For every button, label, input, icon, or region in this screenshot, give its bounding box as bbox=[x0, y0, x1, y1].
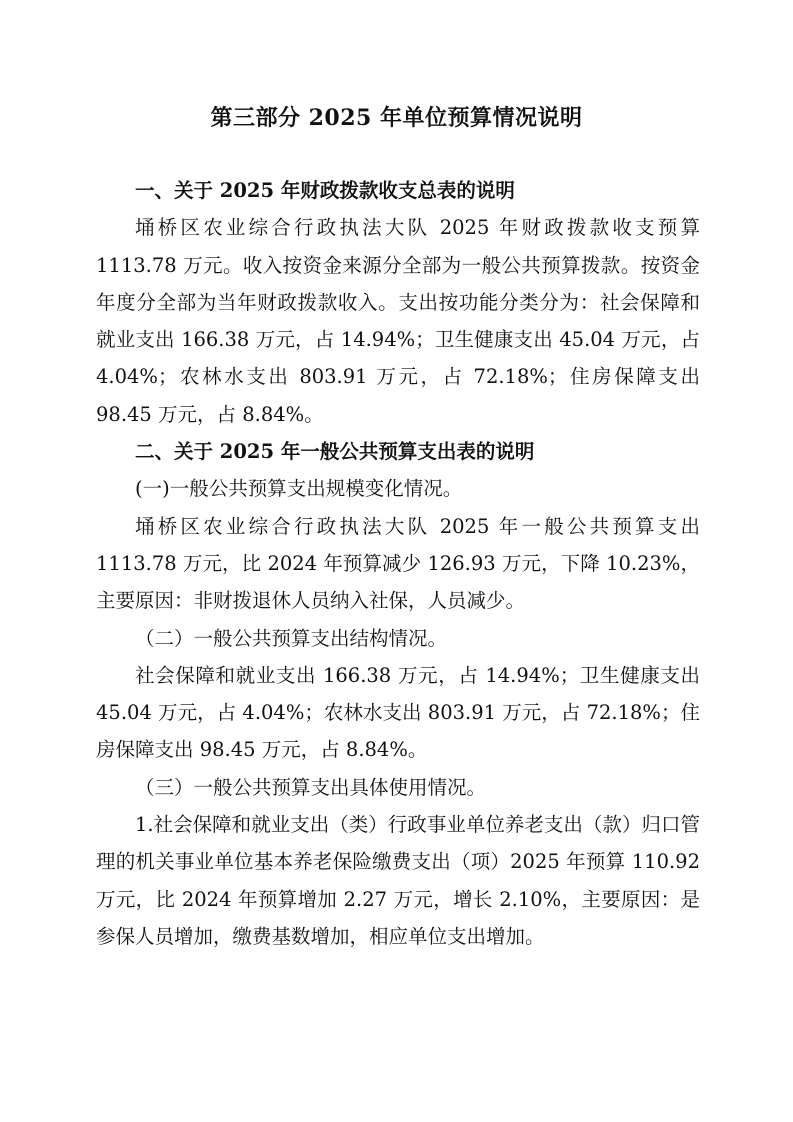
paragraph-7: 1.社会保障和就业支出（类）行政事业单位养老支出（款）归口管理的机关事业单位基本养老保险缴费支出（项）2025 年预算 110.92 万元，比 2024 年预算增加 2.27 万元，增长 2.10%，主要原因：是参保人员增加，缴费基数增加，相应单位支出增加。 bbox=[96, 813, 700, 948]
paragraph-6: （三）一般公共预算支出具体使用情况。 bbox=[135, 775, 487, 799]
paragraph-3: 埇桥区农业综合行政执法大队 2025 年一般公共预算支出 1113.78 万元，比 2024 年预算减少 126.93 万元，下降 10.23%，主要原因：非财拨退休人员纳入社保，人员减少。 bbox=[96, 514, 700, 613]
section-heading-1: 一、关于 2025 年财政拨款收支总表的说明 bbox=[135, 179, 515, 202]
document-body bbox=[96, 172, 700, 955]
paragraph-4: （二）一般公共预算支出结构情况。 bbox=[135, 626, 448, 650]
paragraph-1: 埇桥区农业综合行政执法大队 2025 年财政拨款收支预算 1113.78 万元。收入按资金来源分全部为一般公共预算拨款。按资金年度分全部为当年财政拨款收入。支出按功能分类分为：社会保障和就业支出 166.38 万元，占 14.94%；卫生健康支出 45.04 万元，占 4.04%；农林水支出 803.91 万元，占 72.18%；住房保障支出 98.45 万元，占 8.84%。 bbox=[96, 216, 700, 426]
paragraph-2: (一)一般公共预算支出规模变化情况。 bbox=[135, 477, 463, 501]
section-heading-2: 二、关于 2025 年一般公共预算支出表的说明 bbox=[135, 440, 535, 464]
page-title: 第三部分 2025 年单位预算情况说明 bbox=[210, 105, 583, 131]
paragraph-5: 社会保障和就业支出 166.38 万元，占 14.94%；卫生健康支出 45.04 万元，占 4.04%；农林水支出 803.91 万元，占 72.18%；住房保障支出 98.45 万元，占 8.84%。 bbox=[96, 663, 700, 762]
